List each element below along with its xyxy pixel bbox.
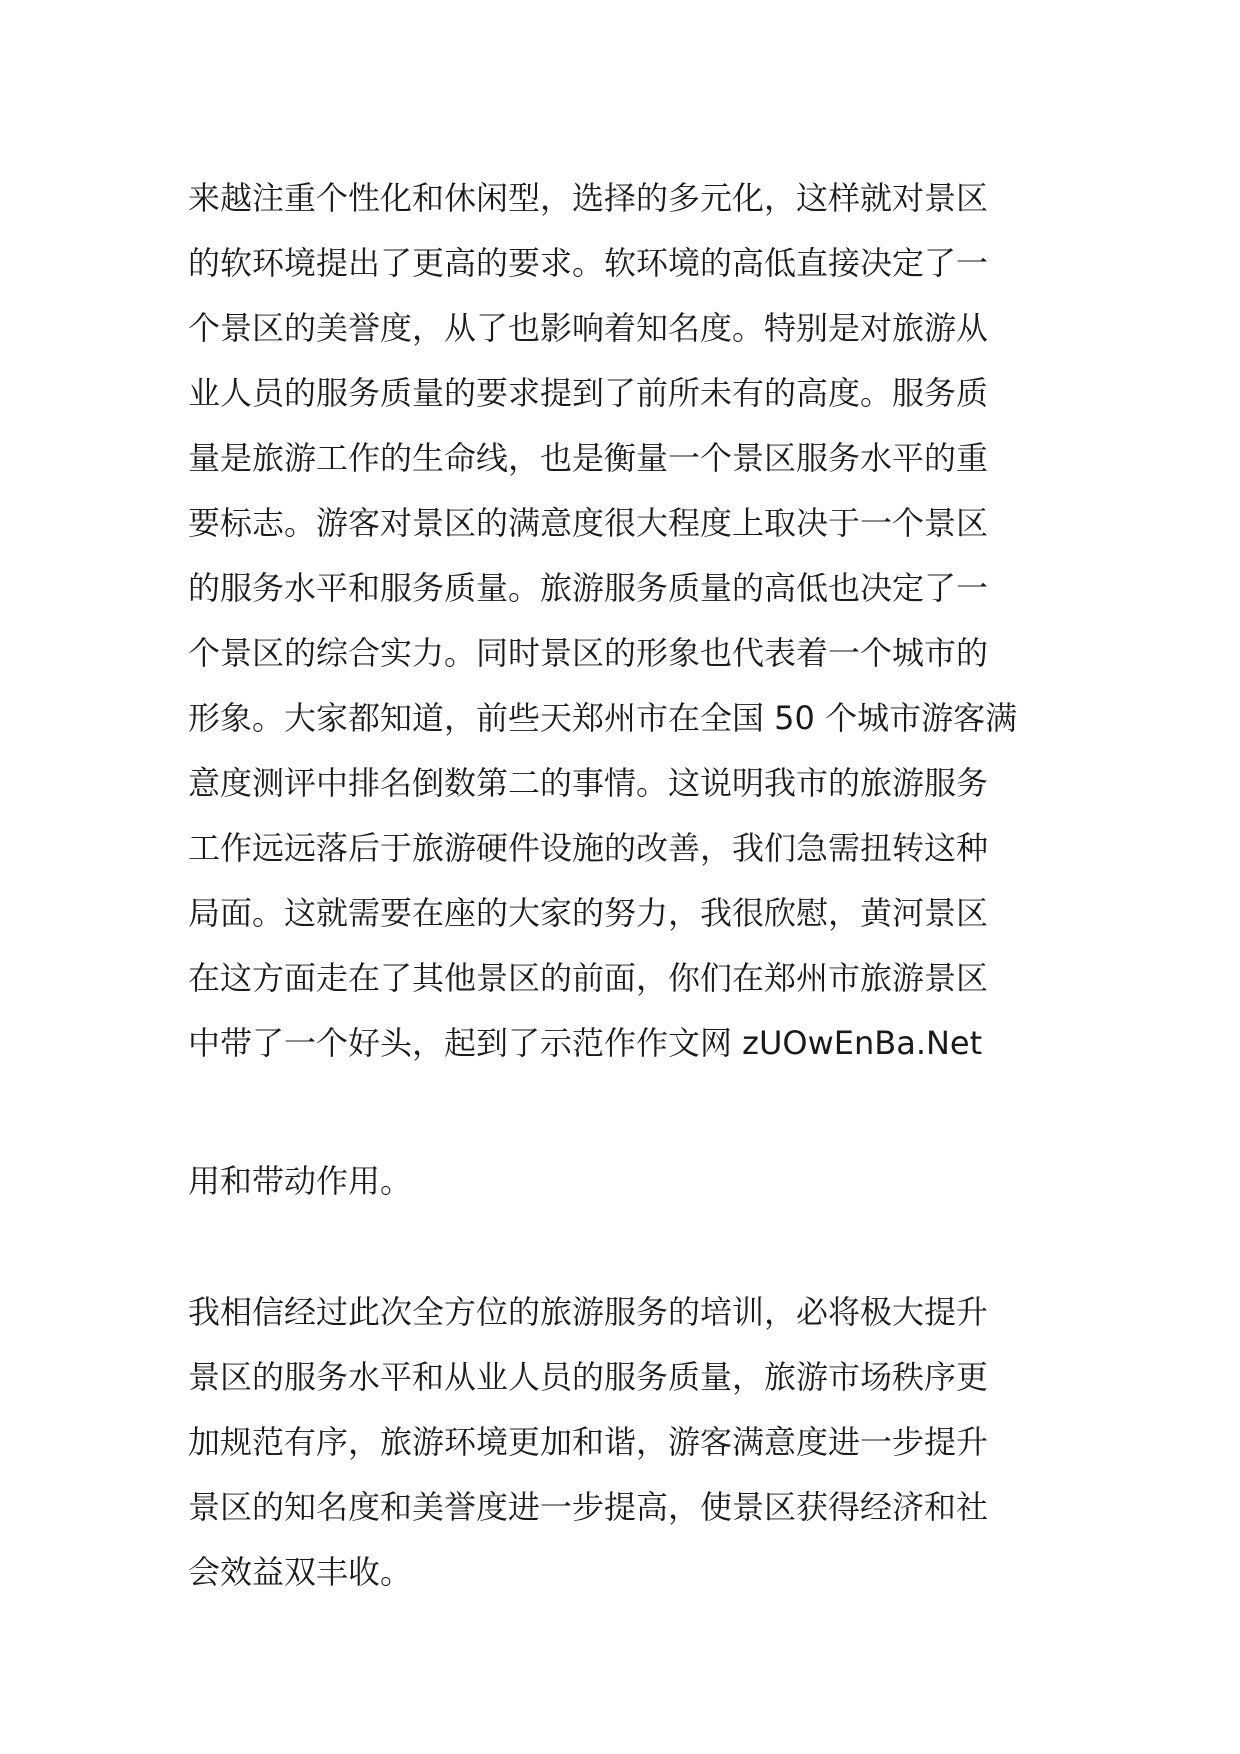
text-line: 工作远远落后于旅游硬件设施的改善，我们急需扭转这种: [188, 829, 989, 867]
text-line: 景区的知名度和美誉度进一步提高，使景区获得经济和社: [188, 1488, 989, 1526]
text-line: 要标志。游客对景区的满意度很大程度上取决于一个景区: [188, 504, 989, 542]
paragraph-3: [188, 1280, 1068, 1605]
text-line: 会效益双丰收。: [188, 1553, 413, 1591]
text-line: 的服务水平和服务质量。旅游服务质量的高低也决定了一: [188, 569, 989, 607]
text-line: 在这方面走在了其他景区的前面，你们在郑州市旅游景区: [188, 959, 989, 997]
text-line: 量是旅游工作的生命线，也是衡量一个景区服务水平的重: [188, 439, 989, 477]
text-line: 个景区的美誉度，从了也影响着知名度。特别是对旅游从: [188, 309, 989, 347]
text-line: 来越注重个性化和休闲型，选择的多元化，这样就对景区: [188, 179, 989, 217]
text-line: 意度测评中排名倒数第二的事情。这说明我市的旅游服务: [188, 764, 989, 802]
text-line: 个景区的综合实力。同时景区的形象也代表着一个城市的: [188, 634, 989, 672]
text-line: 的软环境提出了更高的要求。软环境的高低直接决定了一: [188, 244, 989, 282]
text-line: 形象。大家都知道，前些天郑州市在全国 50 个城市游客满: [188, 699, 1018, 737]
text-line: 中带了一个好头，起到了示范作作文网 zUOwEnBa.Net: [188, 1024, 983, 1062]
text-line: 局面。这就需要在座的大家的努力，我很欣慰，黄河景区: [188, 894, 989, 932]
text-line: 业人员的服务质量的要求提到了前所未有的高度。服务质: [188, 374, 989, 412]
text-line: 加规范有序，旅游环境更加和谐，游客满意度进一步提升: [188, 1423, 989, 1461]
text-line: 景区的服务水平和从业人员的服务质量，旅游市场秩序更: [188, 1358, 989, 1396]
paragraph-2: [188, 1149, 1068, 1214]
paragraph-1: [188, 166, 1068, 1076]
text-line: 用和带动作用。: [188, 1162, 413, 1200]
text-line: 我相信经过此次全方位的旅游服务的培训，必将极大提升: [188, 1293, 989, 1331]
